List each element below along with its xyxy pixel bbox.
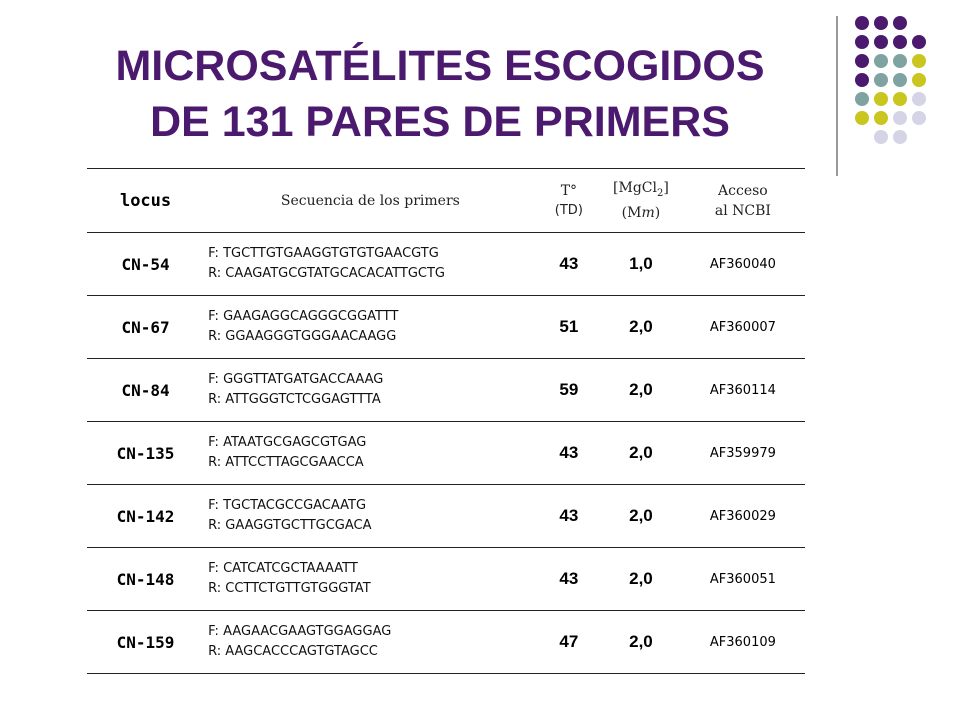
title-line-1: MICROSATÉLITES ESCOGIDOS xyxy=(115,42,765,90)
header-access-line2: al NCBI xyxy=(714,202,771,219)
cell-sequence xyxy=(204,422,537,485)
page-title xyxy=(60,38,820,150)
cell-sequence xyxy=(204,296,537,359)
cell-locus: CN-159 xyxy=(87,611,204,674)
decorative-dot xyxy=(893,73,907,87)
decorative-dot xyxy=(855,16,869,30)
table-row xyxy=(87,422,805,485)
decorative-dot xyxy=(893,54,907,68)
decorative-dot xyxy=(893,16,907,30)
primer-reverse: R: ATTCCTTAGCGAACCA xyxy=(208,455,364,470)
decorative-dot xyxy=(912,111,926,125)
primer-reverse: R: CCTTCTGTTGTGGGTAT xyxy=(208,581,371,596)
decorative-dot xyxy=(855,92,869,106)
primer-reverse: R: GAAGGTGCTTGCGACA xyxy=(208,518,372,533)
table-row xyxy=(87,359,805,422)
cell-locus: CN-148 xyxy=(87,548,204,611)
decorative-dot xyxy=(855,35,869,49)
primer-reverse: R: CAAGATGCGTATGCACACATTGCTG xyxy=(208,266,445,281)
decorative-dot xyxy=(874,111,888,125)
cell-sequence xyxy=(204,233,537,296)
header-mg-c: ] xyxy=(663,179,669,196)
cell-mgcl2: 2,0 xyxy=(601,422,681,485)
table-row xyxy=(87,296,805,359)
table-row xyxy=(87,485,805,548)
cell-locus: CN-135 xyxy=(87,422,204,485)
cell-locus: CN-67 xyxy=(87,296,204,359)
cell-sequence xyxy=(204,611,537,674)
cell-locus: CN-84 xyxy=(87,359,204,422)
header-mm-a: (M xyxy=(621,205,642,222)
header-sequence: Secuencia de los primers xyxy=(204,169,537,233)
decorative-dot xyxy=(874,16,888,30)
table-row xyxy=(87,233,805,296)
primer-forward: F: TGCTACGCCGACAATG xyxy=(208,498,367,513)
cell-temperature: 43 xyxy=(537,422,602,485)
cell-locus: CN-54 xyxy=(87,233,204,296)
table-row xyxy=(87,548,805,611)
divider-line xyxy=(836,16,838,176)
primers-table xyxy=(87,168,805,674)
primer-forward: F: CATCATCGCTAAAATT xyxy=(208,561,358,576)
cell-mgcl2: 1,0 xyxy=(601,233,681,296)
cell-access: AF360114 xyxy=(681,359,805,422)
header-mm-c: ) xyxy=(654,205,661,222)
primer-forward: F: ATAATGCGAGCGTGAG xyxy=(208,435,367,450)
decorative-dot xyxy=(874,35,888,49)
decorative-dot xyxy=(893,111,907,125)
cell-access: AF360051 xyxy=(681,548,805,611)
decorative-dot xyxy=(874,54,888,68)
header-mg-a: [MgCl xyxy=(613,179,657,196)
cell-access: AF360029 xyxy=(681,485,805,548)
decorative-dot xyxy=(912,35,926,49)
cell-mgcl2: 2,0 xyxy=(601,359,681,422)
cell-locus: CN-142 xyxy=(87,485,204,548)
header-mg-sub: 2 xyxy=(657,187,664,199)
decorative-dot xyxy=(874,92,888,106)
cell-mgcl2: 2,0 xyxy=(601,611,681,674)
cell-mgcl2: 2,0 xyxy=(601,296,681,359)
primer-forward: F: AAGAACGAAGTGGAGGAG xyxy=(208,624,392,639)
primer-reverse: R: ATTGGGTCTCGGAGTTTA xyxy=(208,392,381,407)
title-line-2: DE 131 PARES DE PRIMERS xyxy=(150,98,730,146)
primer-reverse: R: GGAAGGGTGGGAACAAGG xyxy=(208,329,397,344)
decorative-dot xyxy=(855,73,869,87)
decorative-dot xyxy=(893,35,907,49)
decorative-dot xyxy=(912,54,926,68)
cell-access: AF360109 xyxy=(681,611,805,674)
cell-mgcl2: 2,0 xyxy=(601,485,681,548)
primer-forward: F: GAAGAGGCAGGGCGGATTT xyxy=(208,309,399,324)
header-temperature-line1: T° xyxy=(560,182,578,199)
cell-temperature: 51 xyxy=(537,296,602,359)
decorative-dot xyxy=(855,111,869,125)
cell-sequence xyxy=(204,485,537,548)
cell-temperature: 43 xyxy=(537,233,602,296)
decorative-dot xyxy=(855,54,869,68)
decorative-dot xyxy=(893,92,907,106)
header-temperature xyxy=(537,169,602,233)
cell-access: AF359979 xyxy=(681,422,805,485)
cell-temperature: 47 xyxy=(537,611,602,674)
table-header-row xyxy=(87,169,805,233)
primer-forward: F: GGGTTATGATGACCAAAG xyxy=(208,372,384,387)
header-access-line1: Acceso xyxy=(718,182,768,199)
decorative-dot xyxy=(874,73,888,87)
table-row xyxy=(87,611,805,674)
header-temperature-line2: (TD) xyxy=(554,202,583,218)
decorative-dot xyxy=(912,73,926,87)
decorative-dot xyxy=(912,92,926,106)
cell-access: AF360007 xyxy=(681,296,805,359)
cell-sequence xyxy=(204,359,537,422)
primer-forward: F: TGCTTGTGAAGGTGTGTGAACGTG xyxy=(208,246,439,261)
decorative-dot xyxy=(893,130,907,144)
header-access xyxy=(681,169,805,233)
header-mgcl2 xyxy=(601,169,681,233)
decorative-dot xyxy=(874,130,888,144)
cell-access: AF360040 xyxy=(681,233,805,296)
cell-temperature: 59 xyxy=(537,359,602,422)
header-locus: locus xyxy=(87,169,204,233)
cell-sequence xyxy=(204,548,537,611)
cell-temperature: 43 xyxy=(537,548,602,611)
header-mm-b: m xyxy=(641,205,655,222)
cell-mgcl2: 2,0 xyxy=(601,548,681,611)
primer-reverse: R: AAGCACCCAGTGTAGCC xyxy=(208,644,378,659)
cell-temperature: 43 xyxy=(537,485,602,548)
